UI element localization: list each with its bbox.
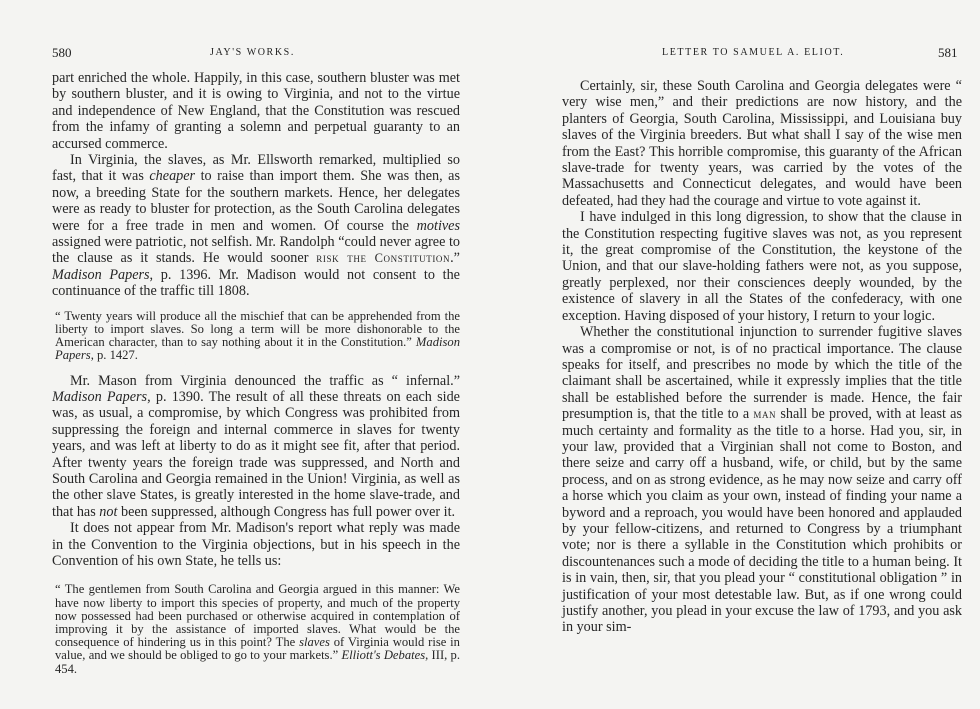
paragraph: Whether the constitutional injunction to surrender fugitive slaves was a compromise or not, is of no practical importance. The clause speaks for itself, and prescribes no mode by which the title of the claimant shall be ascertained, while it expressly implies that the title shall be established before the surrender is made. Hence, the fair presumption is, that the title to a man shall be proved, with at least as much certainty and formality as the title to a horse. Had you, sir, in your law, provided that a Virginian shall not come to Boston, and there seize and carry off a husband, wife, or child, but by the same process, and on as strong evidence, as he may now seize and carry off a horse which you claim as your own, instead of finding your name a byword and a reproach, you would have been honored and applauded by your fellow-citizens, and returned to Congress by a triumphant vote; nor is there a syllable in the Constitution which prohibits or discountenances such a mode of deciding the title to a human being. It is in vain, then, sir, that you plead your “ constitutional obligation ” in justification of your most detestable law. But, as if one wrong could justify another, you plead in your excuse the law of 1793, and you ask in your sim- (562, 324, 962, 636)
running-head: JAY'S WORKS. (210, 47, 295, 58)
block-quote: “ Twenty years will produce all the mischief that can be apprehended from the liberty to import slaves. So long a term will be more dishonorable to the American character, than to say nothing about it in the Constitution.” Madison Papers, p. 1427. (55, 308, 460, 363)
paragraph: I have indulged in this long digression, to show that the clause in the Constitution respecting fugitive slaves was not, as you represent it, the great compromise of the Constitution, the keystone of the Union, and that our slave-holding fathers were not, as you suppose, greatly perplexed, nor their consciences deeply wounded, by the existence of slavery in all the States of the confederacy, with one exception. Having disposed of your history, I return to your logic. (562, 209, 962, 324)
paragraph: part enriched the whole. Happily, in this case, southern bluster was met by southern bluster, and it is owing to Virginia, and not to the virtue and independence of New England, that the Constitution was rescued from the infamy of granting a solemn and perpetual guaranty to an accursed commerce. (52, 70, 460, 152)
paragraph: It does not appear from Mr. Madison's report what reply was made in the Convention to the Virginia objections, but in his speech in the Convention of his own State, he tells us: (52, 520, 460, 569)
block-quote: “ The gentlemen from South Carolina and Georgia argued in this manner: We have now liberty to import this species of property, and much of the property now possessed had been purchased or otherwise acquired in contemplation of improving it by the assistance of imported slaves. What would be the consequence of hindering us in this point? The slaves of Virginia would rise in value, and we should be obliged to go to your markets.” Elliott's Debates, III, p. 454. (55, 582, 461, 676)
page-number: 580 (52, 45, 72, 60)
paragraph: Certainly, sir, these South Carolina and Georgia delegates were “ very wise men,” and their predictions are now history, and the planters of Georgia, South Carolina, Mississippi, and Louisiana buy slaves of the Virginia breeders. But what shall I say of the wise men from the East? This horrible compromise, this guaranty of the African slave-trade for twenty years, was carried by the votes of the Massachusetts and Connecticut delegates, and would have been defeated, had they had the courage and virtue to vote against it. (562, 78, 962, 209)
right-page (490, 0, 980, 709)
page-number: 581 (938, 45, 958, 60)
running-head: LETTER TO SAMUEL A. ELIOT. (662, 47, 845, 58)
paragraph: Mr. Mason from Virginia denounced the traffic as “ infernal.” Madison Papers, p. 1390. The result of all these threats on each side was, as usual, a compromise, by which Congress was prohibited from suppressing the foreign and internal commerce in slaves for twenty years, and was left at liberty to do as it might see fit, after that period. After twenty years the foreign trade was suppressed, and North and South Carolina and Georgia remained in the Union! Virginia, as well as the other slave States, is greatly interested in the home slave-trade, and that has not been suppressed, although Congress has full power over it. (52, 372, 460, 520)
page-body (52, 70, 460, 686)
paragraph: In Virginia, the slaves, as Mr. Ellsworth remarked, multiplied so fast, that it was cheaper to raise than import them. She was then, as now, a breeding State for the southern markets. Hence, her delegates were as ready to bluster for protection, as the South Carolina delegates were for a free trade in men and women. Of course the motives assigned were patriotic, not selfish. Mr. Randolph “could never agree to the clause as it stands. He would sooner risk the Constitution.” Madison Papers, p. 1396. Mr. Madison would not consent to the continuance of the traffic till 1808. (52, 152, 460, 300)
page-body (562, 78, 962, 636)
